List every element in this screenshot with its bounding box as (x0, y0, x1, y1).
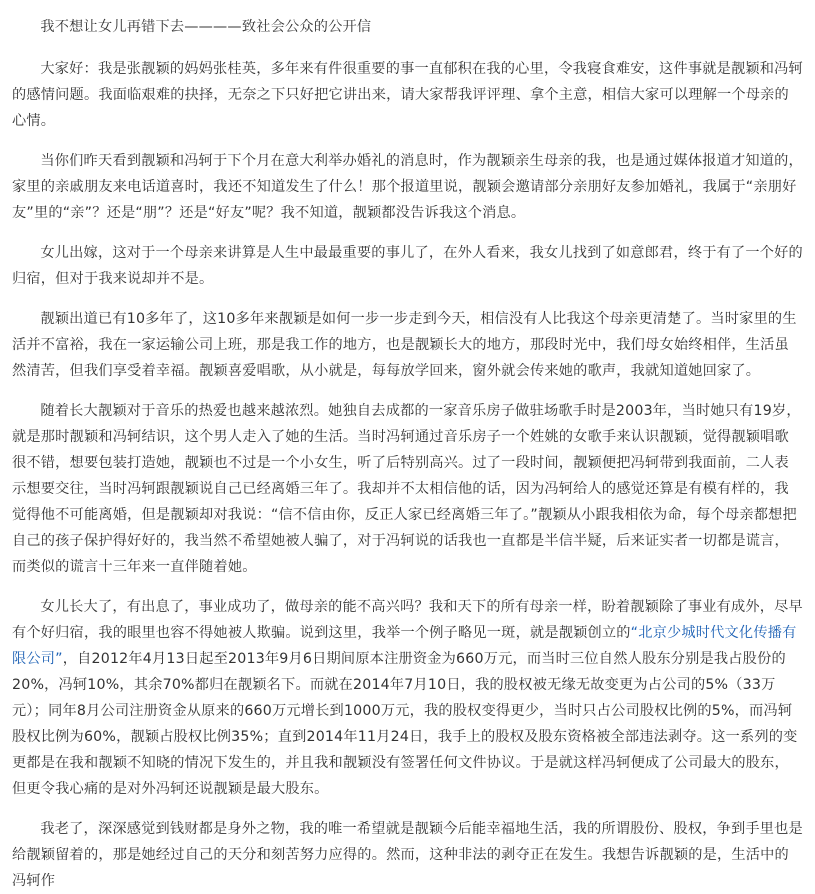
paragraph-7: 我老了，深深感觉到钱财都是身外之物，我的唯一希望就是靓颖今后能幸福地生活，我的所谓股份、股权，争到手里也是给靓颖留着的，那是她经过自己的天分和刻苦努力应得的。然而，这种非法的剥夺正在发生。我想告诉靓颖的是，生活中的冯轲作 (12, 821, 803, 889)
article-title: 我不想让女儿再错下去————致社会公众的公开信 (40, 19, 372, 35)
paragraph-6-text-after: ，自2012年4月13日起至2013年9月6日期间原本注册资金为660万元，而当时三位自然人股东分别是我占股份的20%，冯轲10%，其余70%都归在靓颖名下。而就在2014年7月10日，我的股权被无缘无故变更为占公司的5%（33万元）；同年8月公司注册资金从原来的660万元增长到1000万元，我的股权变得更少，当时只占公司股权比例的5%，而冯轲股权比例为60%，靓颖占股权比例35%；直到2014年11月24日，我手上的股权及股东资格被全部违法剥夺。这一系列的变更都是在我和靓颖不知晓的情况下发生的，并且我和靓颖没有签署任何文件协议。于是就这样冯轲便成了公司最大的股东，但更令我心痛的是对外冯轲还说靓颖是最大股东。 (12, 651, 798, 797)
paragraph-1: 大家好：我是张靓颖的妈妈张桂英，多年来有件很重要的事一直郁积在我的心里，令我寝食难安，这件事就是靓颖和冯轲的感情问题。我面临艰难的抉择，无奈之下只好把它讲出来，请大家帮我评评理、拿个主意，相信大家可以理解一个母亲的心情。 (12, 61, 803, 129)
paragraph-2: 当你们昨天看到靓颖和冯轲于下个月在意大利举办婚礼的消息时，作为靓颖亲生母亲的我，也是通过媒体报道才知道的，家里的亲戚朋友来电话道喜时，我还不知道发生了什么！那个报道里说，靓颖会邀请部分亲朋好友参加婚礼，我属于“亲朋好友”里的“亲”？还是“朋”？还是“好友”呢？我不知道，靓颖都没告诉我这个消息。 (12, 153, 803, 221)
paragraph-6 (12, 594, 803, 802)
paragraph-6-text-before: 女儿长大了，有出息了，事业成功了，做母亲的能不高兴吗？我和天下的所有母亲一样，盼着靓颖除了事业有成外，尽早有个好归宿，我的眼里也容不得她被人欺骗。说到这里，我举一个例子略见一斑，就是靓颖创立的 (12, 599, 803, 641)
paragraph-5: 随着长大靓颖对于音乐的热爱也越来越浓烈。她独自去成都的一家音乐房子做驻场歌手时是2003年，当时她只有19岁，就是那时靓颖和冯轲结识，这个男人走入了她的生活。当时冯轲通过音乐房子一个姓姚的女歌手来认识靓颖，觉得靓颖唱歌很不错，想要包装打造她，靓颖也不过是一个小女生，听了后特别高兴。过了一段时间，靓颖便把冯轲带到我面前，二人表示想要交往，当时冯轲跟靓颖说自己已经离婚三年了。我却并不太相信他的话，因为冯轲给人的感觉还算是有模有样的，我觉得他不可能离婚，但是靓颖却对我说：“信不信由你，反正人家已经离婚三年了。”靓颖从小跟我相依为命，每个母亲都想把自己的孩子保护得好好的，我当然不希望她被人骗了，对于冯轲说的话我也一直都是半信半疑，后来证实者一切都是谎言，而类似的谎言十三年来一直伴随着她。 (12, 403, 801, 575)
company-link[interactable]: “北京少城时代文化传播有限公司” (12, 625, 797, 667)
paragraph-4: 靓颖出道已有10多年了，这10多年来靓颖是如何一步一步走到今天，相信没有人比我这个母亲更清楚了。当时家里的生活并不富裕，我在一家运输公司上班，那是我工作的地方，也是靓颖长大的地方，那段时光中，我们母女始终相伴，生活虽然清苦，但我们享受着幸福。靓颖喜爱唱歌，从小就是，每每放学回来，窗外就会传来她的歌声，我就知道她回家了。 (12, 311, 797, 379)
paragraph-3: 女儿出嫁，这对于一个母亲来讲算是人生中最最重要的事儿了，在外人看来，我女儿找到了如意郎君，终于有了一个好的归宿，但对于我来说却并不是。 (12, 245, 803, 287)
